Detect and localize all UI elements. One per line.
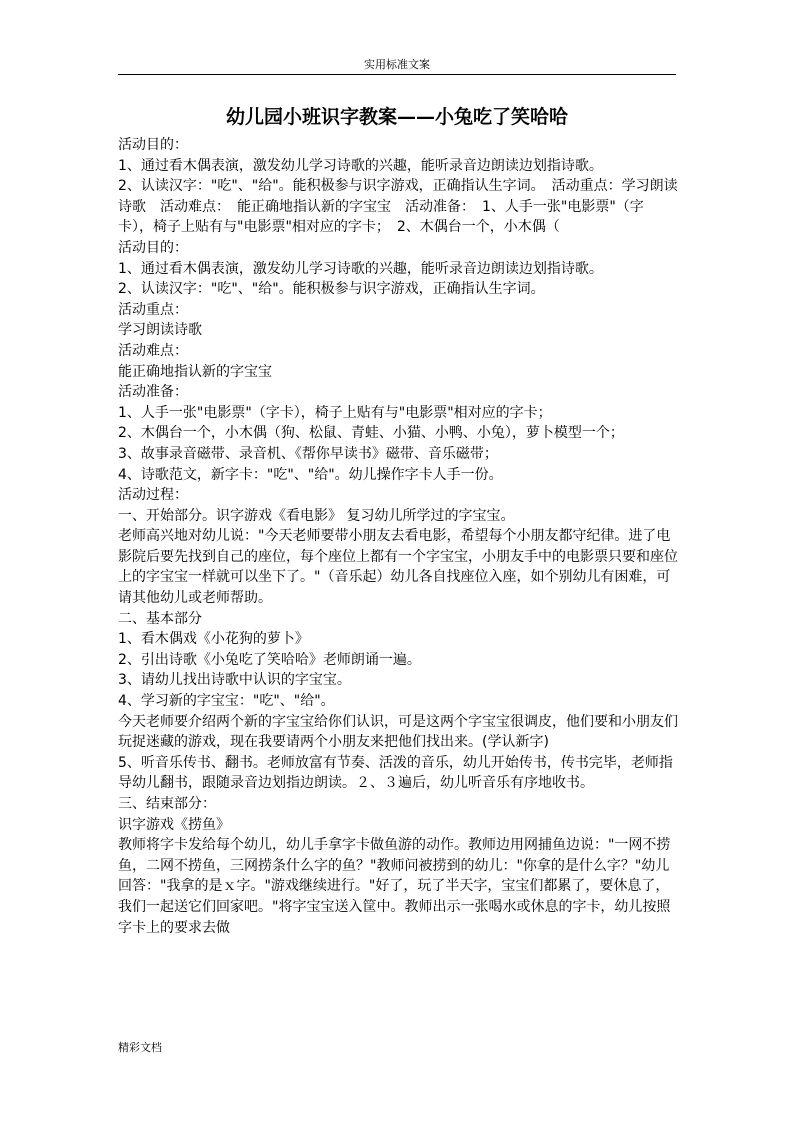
body-paragraph: 二、基本部分 bbox=[118, 610, 202, 627]
body-paragraph: 2、木偶台一个，小木偶（狗、松鼠、青蛙、小猫、小鸭、小兔），萝卜模型一个； bbox=[118, 425, 624, 442]
body-paragraph: 活动目的： bbox=[118, 137, 188, 153]
body-paragraph: 三、结束部分： bbox=[118, 796, 216, 812]
body-paragraph: 教师将字卡发给每个幼儿，幼儿手拿字卡做鱼游的动作。教师边用网捕鱼边说："一网不捞鱼，二网不捞鱼，三网捞条什么字的鱼？"教师问被捞到的幼儿："你拿的是什么字？"幼儿回答："我拿的是ｘ字。"游戏继续进行。"好了，玩了半天字，宝宝们都累了，要休息了，我们一起送它们回家吧。"将字宝宝送入筐中。教师出示一张喝水或休息的字卡，幼儿按照字卡上的要求去做 bbox=[118, 837, 671, 936]
body-paragraph: 活动难点： bbox=[118, 342, 188, 359]
body-paragraph: 能正确地指认新的字宝宝 bbox=[118, 363, 272, 380]
page-header: 实用标准文案 bbox=[364, 58, 430, 71]
body-paragraph: 1、人手一张"电影票"（字卡），椅子上贴有与"电影票"相对应的字卡； bbox=[118, 404, 552, 421]
body-paragraph: 1、通过看木偶表演，激发幼儿学习诗歌的兴趣，能听录音边朗读边划指诗歌。 bbox=[118, 260, 603, 277]
body-paragraph: 4、诗歌范文，新字卡："吃"、"给"。幼儿操作字卡人手一份。 bbox=[118, 466, 503, 483]
body-paragraph: 2、认读汉字："吃"、"给"。能积极参与识字游戏，正确指认生字词。 bbox=[118, 281, 545, 298]
body-paragraph: 活动过程： bbox=[118, 487, 188, 504]
body-paragraph: 4、学习新的字宝宝："吃"、"给"。 bbox=[118, 693, 335, 710]
body-paragraph: 今天老师要介绍两个新的字宝宝给你们认识，可是这两个字宝宝很调皮，他们要和小朋友们玩捉迷藏的游戏，现在我要请两个小朋友来把他们找出来。(学认新字) bbox=[118, 713, 678, 751]
body-paragraph: 1、通过看木偶表演，激发幼儿学习诗歌的兴趣，能听录音边朗读边划指诗歌。 bbox=[118, 157, 603, 174]
body-paragraph: 2、引出诗歌《小兔吃了笑哈哈》老师朗诵一遍。 bbox=[118, 651, 421, 668]
body-paragraph: 活动准备： bbox=[118, 384, 188, 401]
body-paragraph: 活动重点： bbox=[118, 301, 188, 318]
body-paragraph: 活动目的： bbox=[118, 239, 188, 256]
body-paragraph: 2、认读汉字："吃"、"给"。能积极参与识字游戏，正确指认生字词。 活动重点：学习朗读诗歌 活动难点： 能正确地指认新的字宝宝 活动准备： 1、人手一张"电影票"（字卡），椅子上贴有与"电影票"相对应的字卡； 2、木偶台一个，小木偶（ bbox=[118, 178, 678, 236]
body-paragraph: 学习朗读诗歌 bbox=[118, 322, 202, 339]
body-paragraph: 3、故事录音磁带、录音机、《帮你早读书》磁带、音乐磁带； bbox=[118, 445, 498, 462]
document-title: 幼儿园小班识字教案——小兔吃了笑哈哈 bbox=[225, 106, 568, 128]
header-divider bbox=[118, 74, 676, 75]
page-footer: 精彩文档 bbox=[118, 1041, 162, 1054]
body-paragraph: 老师高兴地对幼儿说："今天老师要带小朋友去看电影，希望每个小朋友都守纪律。进了电影院后要先找到自己的座位，每个座位上都有一个字宝宝，小朋友手中的电影票只要和座位上的字宝宝一样就可以坐下了。"（音乐起）幼儿各自找座位入座，如个别幼儿有困难，可请其他幼儿或老师帮助。 bbox=[118, 528, 678, 607]
body-paragraph: 5、听音乐传书、翻书。老师放富有节奏、活泼的音乐，幼儿开始传书，传书完毕，老师指导幼儿翻书，跟随录音边划指边朗读。２、３遍后，幼儿听音乐有序地收书。 bbox=[118, 754, 673, 792]
body-paragraph: 1、看木偶戏《小花狗的萝卜》 bbox=[118, 631, 309, 648]
body-paragraph: 识字游戏《捞鱼》 bbox=[118, 816, 230, 833]
document-body bbox=[118, 135, 678, 938]
body-paragraph: 一、开始部分。识字游戏《看电影》 复习幼儿所学过的字宝宝。 bbox=[118, 507, 515, 524]
body-paragraph: 3、请幼儿找出诗歌中认识的字宝宝。 bbox=[118, 672, 351, 689]
